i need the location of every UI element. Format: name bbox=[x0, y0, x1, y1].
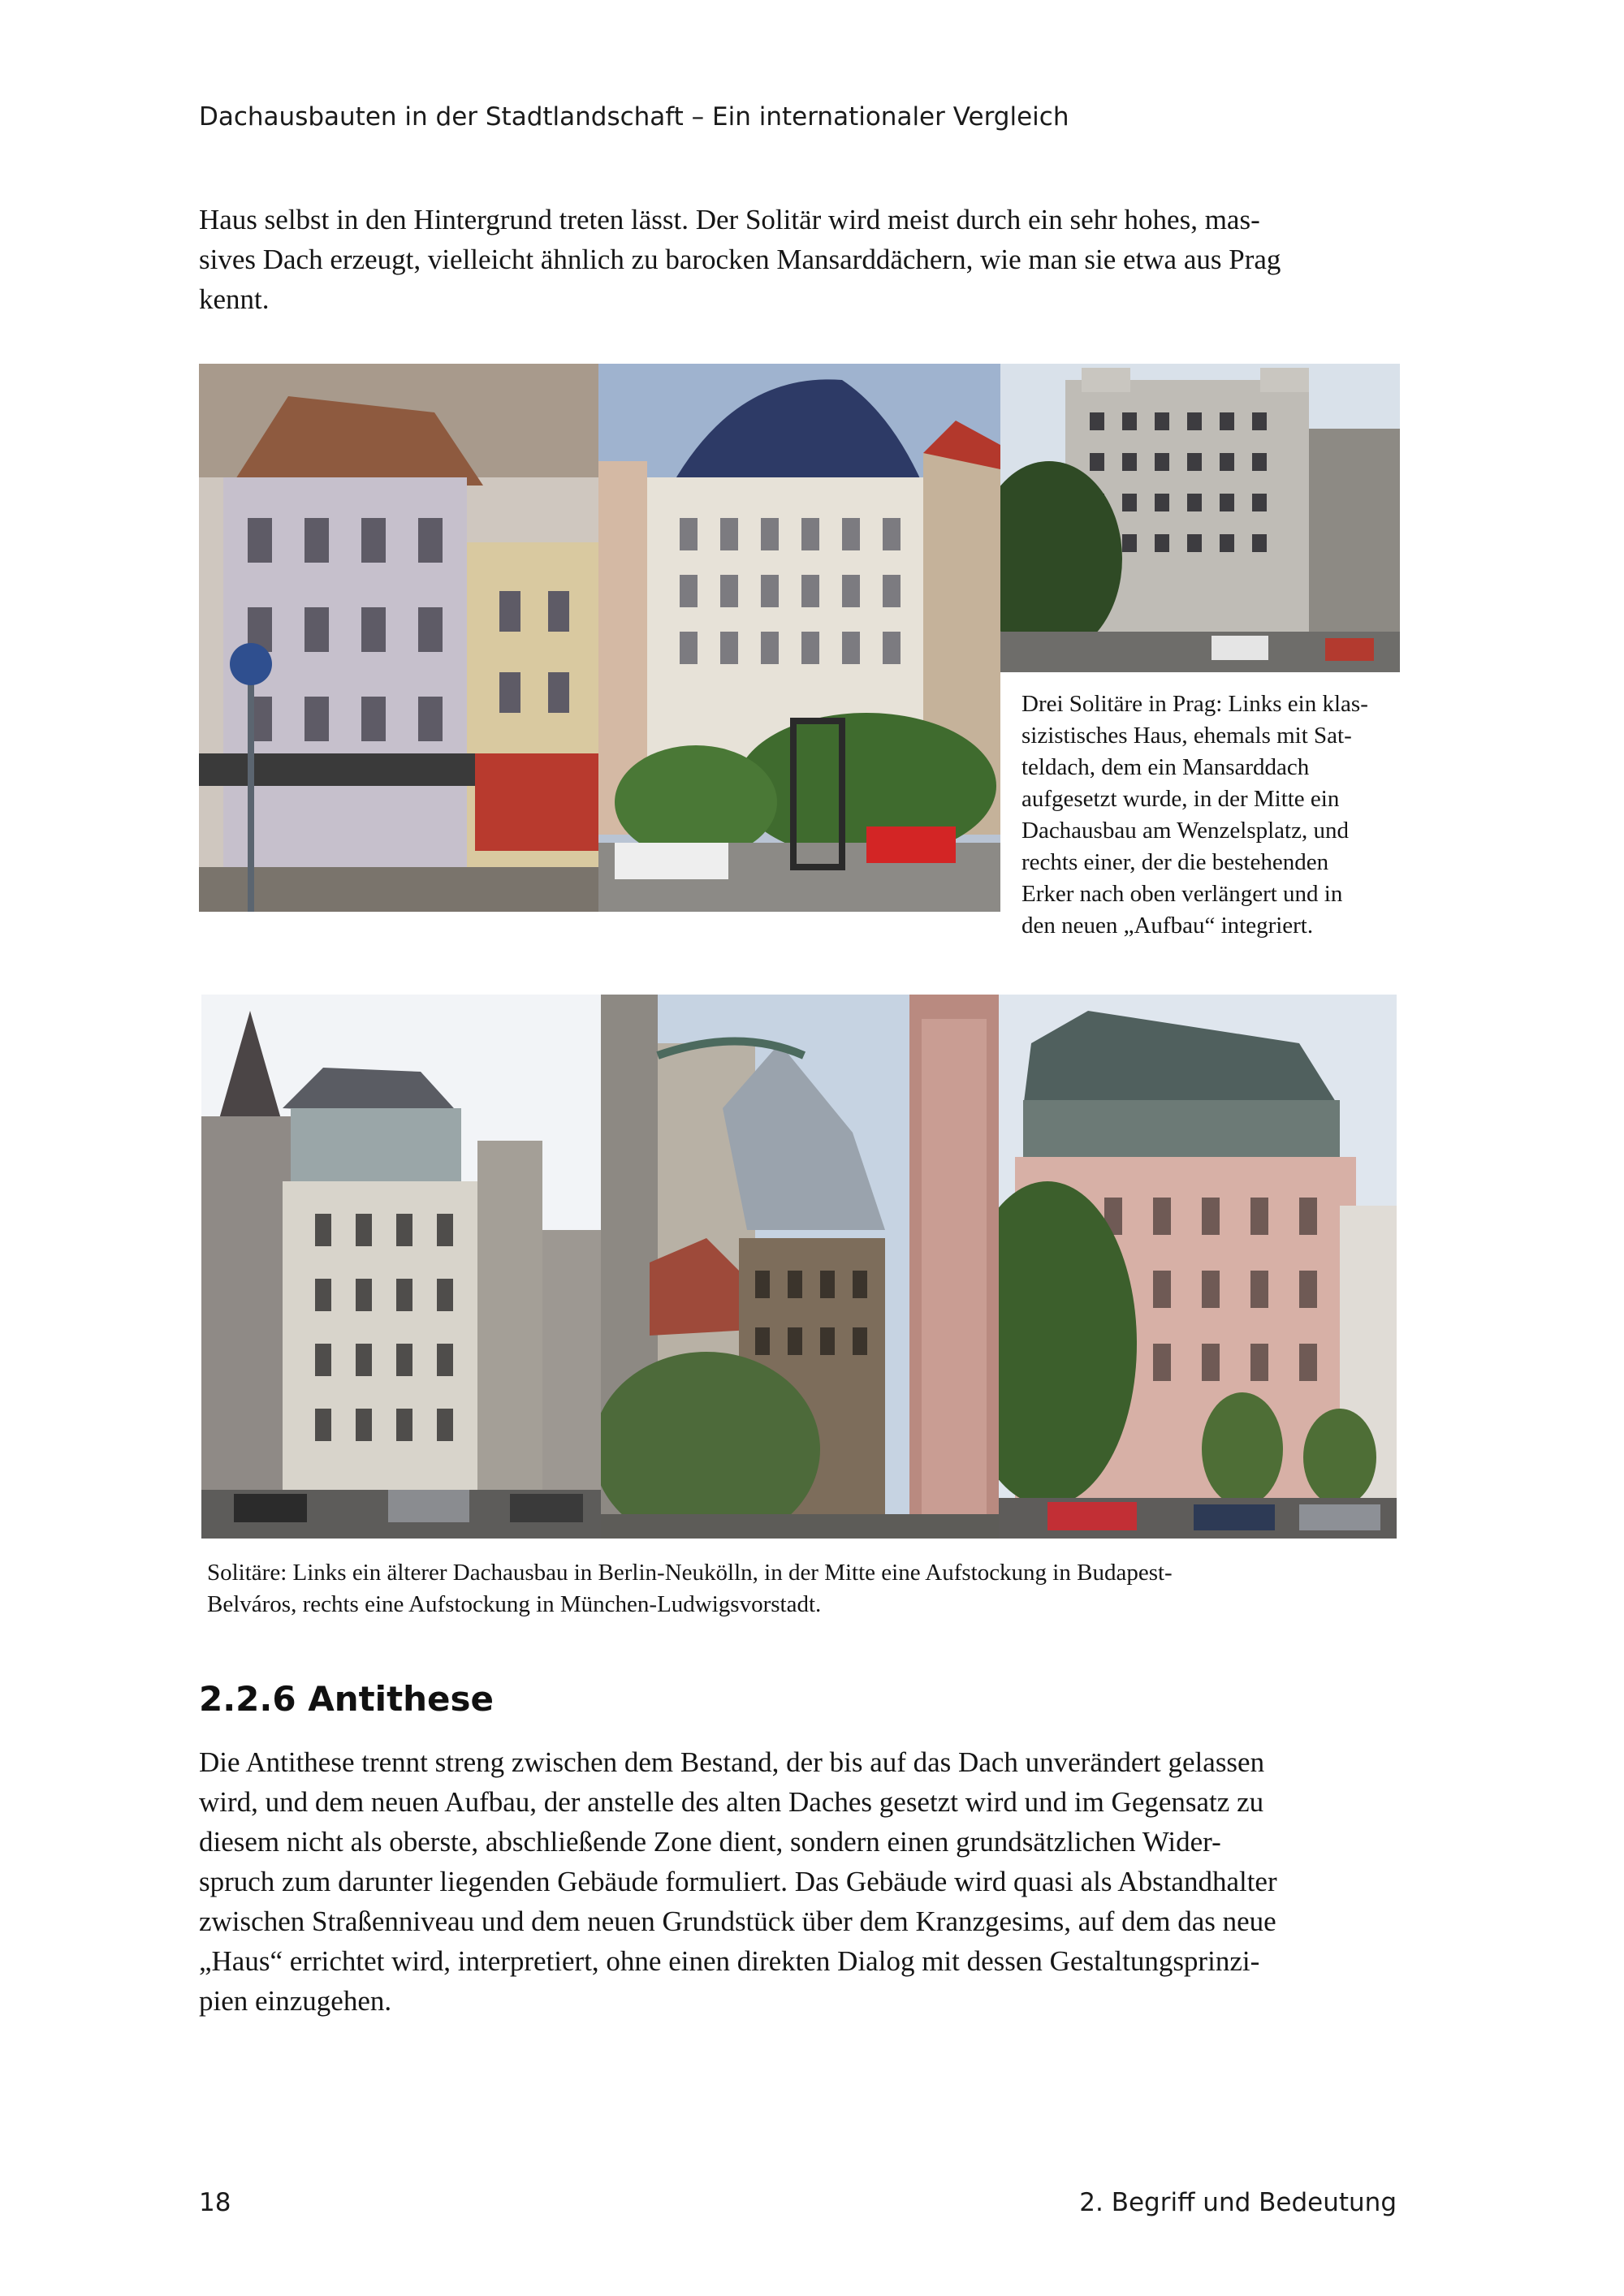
chapter-title: 2. Begriff und Bedeutung bbox=[1079, 2188, 1397, 2217]
photo-munich-ludwigsvorstadt bbox=[999, 995, 1397, 1539]
photo-budapest-belvaros bbox=[601, 995, 999, 1539]
text-line: sives Dach erzeugt, vielleicht ähnlich zu barocken Mansarddächern, wie man sie etwa aus Prag bbox=[199, 244, 1281, 275]
caption-line: aufgesetzt wurde, in der Mitte ein bbox=[1021, 786, 1340, 812]
text-line: wird, und dem neuen Aufbau, der anstelle des alten Daches gesetzt wird und im Gegensatz zu bbox=[199, 1786, 1264, 1818]
figure-2-caption bbox=[207, 1557, 1401, 1621]
photo-berlin-neukoelln bbox=[201, 995, 601, 1539]
running-header: Dachausbauten in der Stadtlandschaft – Ein internationaler Vergleich bbox=[199, 102, 1069, 132]
figure-1-caption bbox=[1021, 688, 1395, 942]
text-line: diesem nicht als oberste, abschließende Zone dient, sondern einen grundsätzlichen Wider- bbox=[199, 1826, 1221, 1858]
caption-line: Belváros, rechts eine Aufstockung in München-Ludwigsvorstadt. bbox=[207, 1591, 822, 1617]
section-paragraph bbox=[199, 1742, 1401, 2021]
text-line: kennt. bbox=[199, 283, 270, 315]
caption-line: teldach, dem ein Mansarddach bbox=[1021, 754, 1310, 780]
photo-prague-wenceslas-square bbox=[598, 364, 1000, 912]
text-line: zwischen Straßenniveau und dem neuen Grundstück über dem Kranzgesims, auf dem das neue bbox=[199, 1905, 1276, 1937]
page-number: 18 bbox=[199, 2188, 231, 2217]
intro-paragraph bbox=[199, 200, 1401, 319]
text-line: spruch zum darunter liegenden Gebäude formuliert. Das Gebäude wird quasi als Abstandhalter bbox=[199, 1866, 1277, 1897]
photo-prague-oriel-extension bbox=[1000, 364, 1400, 672]
text-line: pien einzugehen. bbox=[199, 1985, 392, 2017]
caption-line: den neuen „Aufbau“ integriert. bbox=[1021, 913, 1314, 939]
caption-line: Erker nach oben verlängert und in bbox=[1021, 881, 1343, 907]
caption-line: sizistisches Haus, ehemals mit Sat- bbox=[1021, 723, 1352, 749]
text-line: Die Antithese trennt streng zwischen dem Bestand, der bis auf das Dach unverändert gelassen bbox=[199, 1746, 1265, 1778]
photo-prague-classicist-house bbox=[199, 364, 598, 912]
section-heading: 2.2.6 Antithese bbox=[199, 1679, 495, 1719]
caption-line: Dachausbau am Wenzelsplatz, und bbox=[1021, 818, 1349, 844]
caption-line: rechts einer, der die bestehenden bbox=[1021, 849, 1329, 875]
text-line: „Haus“ errichtet wird, interpretiert, ohne einen direkten Dialog mit dessen Gestaltungsprinzi- bbox=[199, 1945, 1260, 1977]
caption-line: Drei Solitäre in Prag: Links ein klas- bbox=[1021, 691, 1368, 717]
caption-line: Solitäre: Links ein älterer Dachausbau in Berlin-Neukölln, in der Mitte eine Aufstockung in Budapest- bbox=[207, 1560, 1173, 1586]
text-line: Haus selbst in den Hintergrund treten lässt. Der Solitär wird meist durch ein sehr hohes, mas- bbox=[199, 204, 1260, 235]
